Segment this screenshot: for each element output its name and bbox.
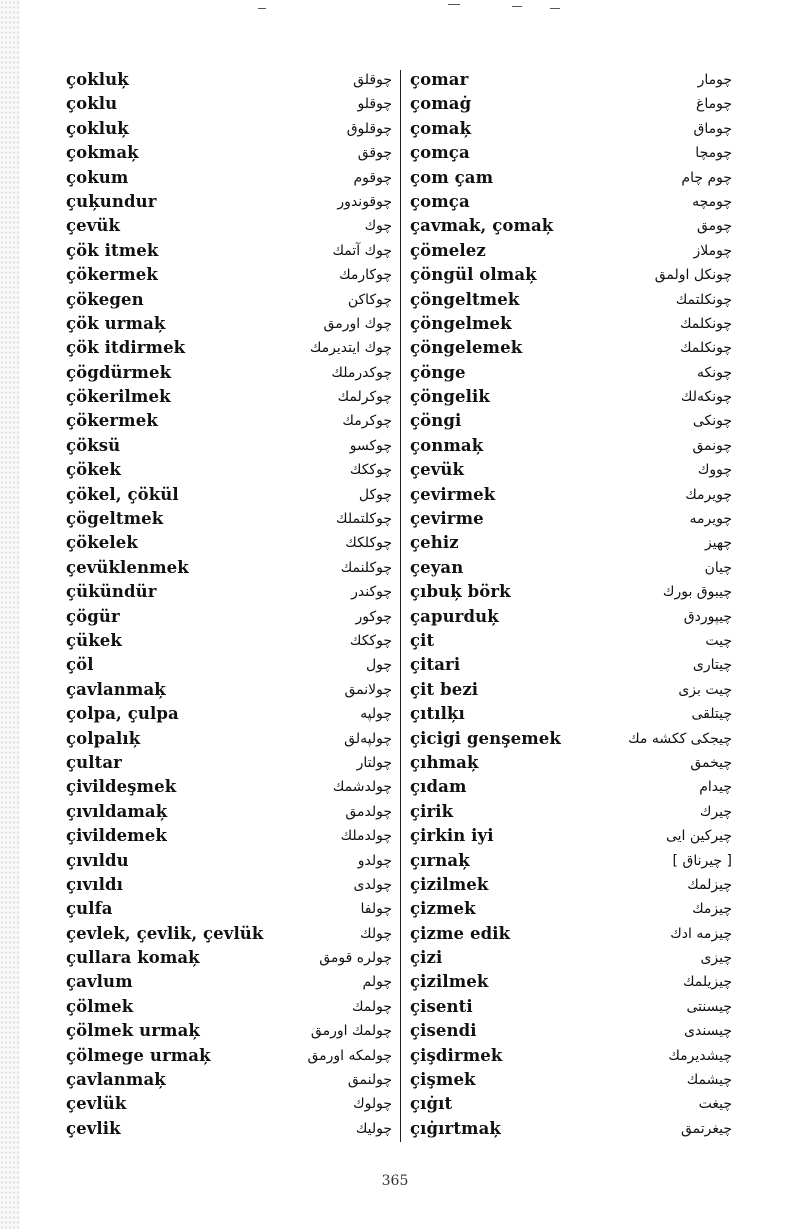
dictionary-entry: [66, 1068, 392, 1092]
entry-latin: çökermek: [66, 411, 158, 431]
dictionary-entry: [410, 312, 732, 336]
entry-ottoman: چيشمك: [686, 1072, 732, 1089]
dictionary-entry: [410, 288, 732, 312]
dictionary-entry: [66, 239, 392, 263]
dictionary-entry: [410, 800, 732, 824]
entry-latin: çomaķ: [410, 118, 472, 138]
entry-ottoman: چيزيلمك: [682, 974, 732, 991]
dictionary-entry: [66, 361, 392, 385]
entry-ottoman: چيغرتمق: [680, 1120, 732, 1137]
entry-latin: çevük: [66, 216, 121, 236]
entry-ottoman: چووك: [697, 462, 732, 479]
entry-ottoman: چولدشمك: [332, 779, 392, 796]
dictionary-entry: [66, 434, 392, 458]
entry-ottoman: چونكل اولمق: [654, 267, 732, 284]
dictionary-entry: [410, 970, 732, 994]
entry-ottoman: چيدام: [699, 779, 732, 796]
entry-latin: çonmaķ: [410, 435, 484, 455]
dictionary-entry: [66, 531, 392, 555]
dictionary-entry: [410, 922, 732, 946]
entry-ottoman: چوقلوق: [346, 120, 392, 137]
entry-ottoman: چيتاری: [692, 657, 732, 674]
scan-mark: [258, 8, 266, 9]
entry-latin: çök itdirmek: [66, 338, 186, 358]
entry-latin: çöngelik: [410, 387, 490, 407]
entry-ottoman: چولوك: [353, 1096, 392, 1113]
entry-latin: çevlük: [66, 1094, 127, 1114]
dictionary-entry: [410, 409, 732, 433]
entry-latin: çıvıldı: [66, 874, 123, 894]
entry-latin: çulfa: [66, 899, 113, 919]
entry-latin: çavlanmaķ: [66, 679, 166, 699]
entry-latin: çıġırtmaķ: [410, 1118, 501, 1138]
entry-latin: çitari: [410, 655, 461, 675]
entry-latin: çıtılķı: [410, 704, 465, 724]
entry-ottoman: چيركين ايی: [665, 828, 732, 845]
dictionary-entry: [410, 507, 732, 531]
dictionary-entry: [66, 312, 392, 336]
page-number: 365: [381, 1173, 409, 1189]
dictionary-entry: [410, 580, 732, 604]
dictionary-entry: [410, 653, 732, 677]
entry-ottoman: چيان: [704, 559, 732, 576]
dictionary-entry: [66, 263, 392, 287]
entry-ottoman: چيغت: [698, 1096, 732, 1113]
dictionary-entry: [410, 263, 732, 287]
dictionary-entry: [410, 727, 732, 751]
entry-latin: çöksü: [66, 435, 121, 455]
dictionary-entry: [66, 702, 392, 726]
entry-latin: çökerilmek: [66, 387, 171, 407]
entry-latin: çomaġ: [410, 94, 472, 114]
entry-ottoman: چوكور: [355, 608, 392, 625]
scan-mark: [448, 4, 460, 5]
right-column: [410, 68, 732, 1141]
entry-ottoman: چولدمق: [345, 803, 392, 820]
dictionary-entry: [410, 1068, 732, 1092]
dictionary-entry: [66, 995, 392, 1019]
dictionary-entry: [66, 970, 392, 994]
entry-latin: çölmek: [66, 996, 134, 1016]
entry-latin: çit: [410, 630, 435, 650]
entry-latin: çöngül olmaķ: [410, 265, 537, 285]
scan-mark: [512, 6, 522, 7]
entry-latin: çıbuķ börk: [410, 582, 511, 602]
entry-latin: çevlek, çevlik, çevlük: [66, 923, 264, 943]
entry-latin: çisenti: [410, 996, 473, 1016]
dictionary-entry: [66, 190, 392, 214]
entry-ottoman: چوماق: [693, 120, 732, 137]
entry-latin: çit bezi: [410, 679, 479, 699]
dictionary-entry: [410, 824, 732, 848]
entry-ottoman: چيپوردق: [683, 608, 732, 625]
dictionary-entry: [410, 1092, 732, 1116]
entry-latin: çıġıt: [410, 1094, 453, 1114]
dictionary-entry: [410, 897, 732, 921]
entry-ottoman: چونكلمك: [679, 340, 732, 357]
entry-latin: çivildeşmek: [66, 777, 177, 797]
dictionary-entry: [410, 873, 732, 897]
entry-latin: çıdam: [410, 777, 467, 797]
entry-latin: çolpa, çulpa: [66, 704, 179, 724]
entry-ottoman: چولانمق: [344, 681, 392, 698]
dictionary-entry: [410, 385, 732, 409]
entry-latin: çükek: [66, 630, 122, 650]
left-column: [66, 68, 392, 1141]
entry-latin: çokluķ: [66, 118, 129, 138]
dictionary-entry: [410, 1044, 732, 1068]
entry-latin: çeyan: [410, 557, 464, 577]
dictionary-entry: [410, 239, 732, 263]
entry-latin: çök itmek: [66, 240, 159, 260]
entry-ottoman: چوكلتملك: [336, 511, 392, 528]
dictionary-entry: [66, 653, 392, 677]
entry-ottoman: چونكلمك: [679, 315, 732, 332]
dictionary-entry: [410, 1117, 732, 1141]
dictionary-entry: [410, 751, 732, 775]
entry-ottoman: چوكارمك: [339, 267, 392, 284]
entry-ottoman: [ چيرناق ]: [672, 852, 732, 869]
dictionary-entry: [410, 214, 732, 238]
entry-ottoman: چوكلكك: [345, 535, 392, 552]
entry-ottoman: چولپه: [360, 706, 392, 723]
entry-latin: çökel, çökül: [66, 484, 179, 504]
entry-ottoman: چول: [365, 657, 392, 674]
entry-latin: çoklu: [66, 94, 118, 114]
dictionary-entry: [410, 849, 732, 873]
entry-latin: çırnaķ: [410, 850, 470, 870]
dictionary-entry: [66, 775, 392, 799]
entry-ottoman: چيبوق بورك: [662, 584, 732, 601]
dictionary-entry: [66, 92, 392, 116]
entry-ottoman: چولفا: [360, 901, 392, 918]
entry-latin: çokluķ: [66, 70, 129, 89]
dictionary-entry: [66, 629, 392, 653]
entry-latin: çömelez: [410, 240, 486, 260]
dictionary-entry: [66, 897, 392, 921]
dictionary-entry: [66, 1117, 392, 1141]
entry-latin: çögeltmek: [66, 509, 164, 529]
entry-latin: çom çam: [410, 167, 494, 187]
entry-ottoman: چومق: [696, 218, 732, 235]
entry-ottoman: چولپه‌لق: [344, 730, 392, 747]
entry-latin: çevük: [410, 460, 465, 480]
entry-latin: çehiz: [410, 533, 459, 553]
entry-ottoman: چوكدرملك: [331, 364, 392, 381]
entry-ottoman: چونكی: [692, 413, 732, 430]
entry-latin: çolpalıķ: [66, 728, 141, 748]
entry-ottoman: چيشديرمك: [668, 1047, 732, 1064]
dictionary-entry: [66, 141, 392, 165]
entry-latin: çicigi genşemek: [410, 728, 561, 748]
entry-ottoman: چيزمه ادك: [670, 925, 732, 942]
entry-latin: çökegen: [66, 289, 144, 309]
entry-latin: çivildemek: [66, 826, 167, 846]
entry-ottoman: چونمق: [692, 437, 732, 454]
entry-ottoman: چومچه: [692, 193, 732, 210]
entry-ottoman: چيت: [705, 632, 732, 649]
entry-latin: çölmege urmaķ: [66, 1045, 211, 1065]
dictionary-entry: [66, 824, 392, 848]
dictionary-entry: [410, 995, 732, 1019]
dictionary-entry: [66, 800, 392, 824]
entry-ottoman: چوكل: [358, 486, 392, 503]
dictionary-entry: [66, 556, 392, 580]
dictionary-entry: [66, 946, 392, 970]
dictionary-entry: [66, 580, 392, 604]
dictionary-entry: [410, 361, 732, 385]
dictionary-entry: [410, 678, 732, 702]
dictionary-entry: [66, 214, 392, 238]
entry-ottoman: چيتلقی: [691, 706, 732, 723]
dictionary-entry: [66, 849, 392, 873]
entry-latin: çapurduķ: [410, 606, 499, 626]
column-divider: [400, 70, 401, 1142]
entry-ottoman: چولدی: [353, 876, 392, 893]
entry-latin: çokmaķ: [66, 143, 139, 163]
entry-latin: çıhmaķ: [410, 752, 479, 772]
dictionary-entry: [410, 190, 732, 214]
entry-latin: çökelek: [66, 533, 138, 553]
entry-ottoman: چوكاكن: [347, 291, 392, 308]
entry-latin: çölmek urmaķ: [66, 1021, 200, 1041]
entry-latin: çıvıldamaķ: [66, 801, 168, 821]
entry-latin: çizilmek: [410, 972, 489, 992]
entry-ottoman: چهيز: [704, 535, 732, 552]
entry-latin: çisendi: [410, 1021, 477, 1041]
dictionary-entry: [66, 166, 392, 190]
entry-latin: çevüklenmek: [66, 557, 189, 577]
entry-latin: çomça: [410, 191, 470, 211]
dictionary-entry: [410, 483, 732, 507]
entry-ottoman: چيت بزی: [678, 681, 732, 698]
scan-mark: [550, 8, 560, 9]
entry-ottoman: چيجكی ككشه مك: [628, 730, 732, 747]
entry-latin: çögdürmek: [66, 362, 172, 382]
dictionary-entry: [410, 702, 732, 726]
entry-latin: çavlanmaķ: [66, 1070, 166, 1090]
scan-edge-noise: [0, 0, 20, 1229]
entry-latin: çomar: [410, 70, 469, 89]
entry-latin: çöngi: [410, 411, 462, 431]
dictionary-entry: [66, 751, 392, 775]
entry-latin: çevirme: [410, 509, 484, 529]
entry-ottoman: چوككك: [349, 462, 392, 479]
dictionary-entry: [410, 166, 732, 190]
entry-latin: çükündür: [66, 582, 157, 602]
entry-ottoman: چوكندر: [351, 584, 392, 601]
entry-ottoman: چولتار: [356, 754, 392, 771]
dictionary-entry: [410, 629, 732, 653]
entry-ottoman: چيزلمك: [687, 876, 732, 893]
dictionary-entry: [66, 507, 392, 531]
entry-latin: çönge: [410, 362, 466, 382]
entry-latin: çavlum: [66, 972, 133, 992]
dictionary-entry: [66, 678, 392, 702]
entry-ottoman: چولمك اورمق: [310, 1023, 392, 1040]
entry-ottoman: چوماغ: [695, 96, 732, 113]
entry-latin: çöngelemek: [410, 338, 523, 358]
entry-ottoman: چونكلتمك: [675, 291, 732, 308]
entry-latin: çevlik: [66, 1118, 121, 1138]
entry-latin: çirkin iyi: [410, 826, 494, 846]
dictionary-entry: [66, 1019, 392, 1043]
entry-ottoman: چيزی: [700, 950, 732, 967]
entry-ottoman: چوقلو: [357, 96, 392, 113]
dictionary-entry: [410, 775, 732, 799]
entry-ottoman: چيزمك: [692, 901, 732, 918]
entry-ottoman: چيخمق: [690, 754, 732, 771]
entry-latin: çıvıldu: [66, 850, 129, 870]
dictionary-entry: [410, 434, 732, 458]
entry-latin: çökermek: [66, 265, 158, 285]
entry-latin: çizi: [410, 948, 443, 968]
dictionary-entry: [410, 117, 732, 141]
dictionary-entry: [410, 68, 732, 92]
entry-ottoman: چولدو: [357, 852, 392, 869]
entry-latin: çirik: [410, 801, 454, 821]
entry-latin: çögür: [66, 606, 120, 626]
entry-latin: çişmek: [410, 1070, 476, 1090]
dictionary-entry: [66, 409, 392, 433]
dictionary-entry: [410, 556, 732, 580]
entry-ottoman: چوكرمك: [342, 413, 392, 430]
entry-latin: çizmek: [410, 899, 476, 919]
entry-ottoman: چولنمق: [347, 1072, 392, 1089]
dictionary-entry: [410, 605, 732, 629]
dictionary-entry: [410, 458, 732, 482]
entry-latin: çuķundur: [66, 191, 157, 211]
entry-ottoman: چوقوندور: [337, 193, 392, 210]
entry-latin: çavmak, çomaķ: [410, 216, 554, 236]
entry-latin: çomça: [410, 143, 470, 163]
dictionary-entry: [410, 531, 732, 555]
dictionary-entry: [66, 483, 392, 507]
entry-ottoman: چوك آتمك: [332, 242, 392, 259]
entry-ottoman: چوك ايتديرمك: [309, 340, 392, 357]
dictionary-entry: [66, 288, 392, 312]
entry-ottoman: چوكرلمك: [337, 389, 392, 406]
entry-latin: çöngelmek: [410, 313, 512, 333]
dictionary-entry: [66, 1044, 392, 1068]
entry-ottoman: چوكلنمك: [340, 559, 392, 576]
entry-ottoman: چيسندی: [684, 1023, 732, 1040]
entry-ottoman: چوقق: [357, 145, 392, 162]
entry-latin: çokum: [66, 167, 129, 187]
dictionary-entry: [66, 385, 392, 409]
entry-ottoman: چيرك: [699, 803, 732, 820]
entry-ottoman: چولره قومق: [319, 950, 392, 967]
entry-ottoman: چومار: [697, 72, 732, 88]
dictionary-entry: [66, 117, 392, 141]
entry-ottoman: چوقلق: [353, 72, 392, 88]
entry-ottoman: چومچا: [695, 145, 732, 162]
entry-ottoman: چویرمه: [689, 511, 732, 528]
entry-latin: çizme edik: [410, 923, 511, 943]
dictionary-entry: [410, 92, 732, 116]
entry-ottoman: چولمكه اورمق: [307, 1047, 392, 1064]
entry-latin: çöngeltmek: [410, 289, 520, 309]
entry-ottoman: چوملاز: [693, 242, 732, 259]
dictionary-entry: [66, 873, 392, 897]
entry-ottoman: چوم چام: [681, 169, 732, 186]
dictionary-entry: [66, 922, 392, 946]
entry-ottoman: چولم: [362, 974, 392, 991]
entry-ottoman: چوك اورمق: [323, 315, 392, 332]
dictionary-entry: [66, 458, 392, 482]
dictionary-entry: [66, 1092, 392, 1116]
entry-ottoman: چولك: [360, 925, 392, 942]
entry-latin: çökek: [66, 460, 121, 480]
entry-latin: çöl: [66, 655, 94, 675]
dictionary-entry: [410, 141, 732, 165]
entry-ottoman: چوك: [364, 218, 392, 235]
dictionary-entry: [66, 68, 392, 92]
dictionary-entry: [410, 1019, 732, 1043]
dictionary-entry: [66, 727, 392, 751]
entry-latin: çişdirmek: [410, 1045, 503, 1065]
entry-ottoman: چوليك: [355, 1120, 392, 1137]
entry-ottoman: چوككك: [349, 632, 392, 649]
entry-ottoman: چونكه‌لك: [680, 389, 732, 406]
entry-ottoman: چوقوم: [353, 169, 392, 186]
entry-ottoman: چولدملك: [340, 828, 392, 845]
entry-ottoman: چولمك: [351, 998, 392, 1015]
entry-latin: çultar: [66, 752, 122, 772]
entry-latin: çök urmaķ: [66, 313, 166, 333]
entry-latin: çizilmek: [410, 874, 489, 894]
dictionary-entry: [410, 946, 732, 970]
entry-latin: çevirmek: [410, 484, 496, 504]
entry-ottoman: چيسنتی: [686, 998, 732, 1015]
dictionary-entry: [410, 336, 732, 360]
entry-ottoman: چوكسو: [349, 437, 392, 454]
entry-ottoman: چونكه: [696, 364, 732, 381]
dictionary-entry: [66, 605, 392, 629]
entry-latin: çullara komaķ: [66, 948, 200, 968]
dictionary-entry: [66, 336, 392, 360]
entry-ottoman: چویرمك: [685, 486, 732, 503]
